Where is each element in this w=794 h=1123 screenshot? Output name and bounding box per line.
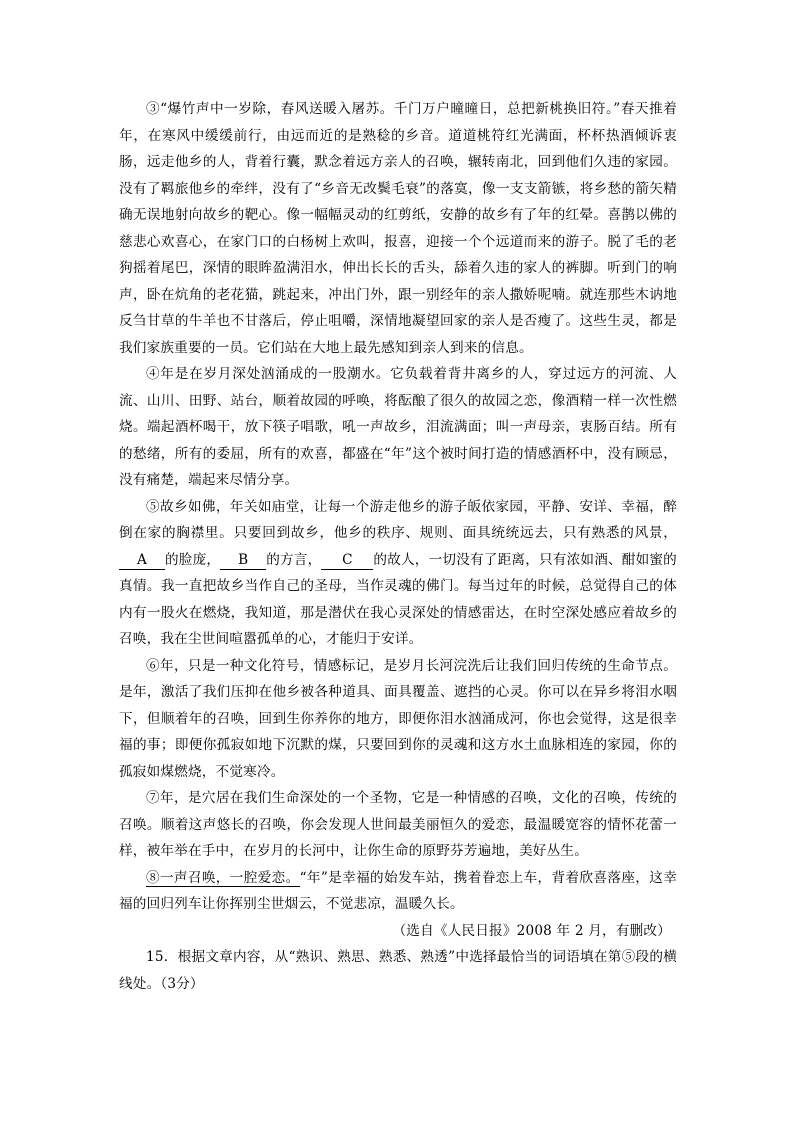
paragraph-5-mid-1: 的脸庞，: [165, 551, 221, 568]
blank-a: A: [119, 551, 165, 570]
paragraph-8-rest: “年”是幸福的始发车站，携着眷恋上车，背着欣喜落座，这幸福的回归列车让你挥别尘世烟云，不觉悲凉，温暖久长。: [119, 869, 677, 912]
paragraph-5-mid-2: 的方言，: [266, 551, 322, 568]
source-citation: （选自《人民日报》2008 年 2 月，有删改）: [392, 922, 671, 939]
article-body: [119, 96, 677, 997]
paragraph-8: [119, 865, 677, 918]
blank-b: B: [220, 551, 266, 570]
paragraph-3: ③“爆竹声中一岁除，春风送暖入屠苏。千门万户曈曈日，总把新桃换旧符。”春天推着年，在寒风中缓缓前行，由远而近的是熟稔的乡音。道道桃符红光满面，杯杯热酒倾诉衷肠，远走他乡的人，背着行囊，默念着远方亲人的召唤，辗转南北，回到他们久违的家园。没有了羁旅他乡的牵绊，没有了“乡音无改鬓毛衰”的落寞，像一支支箭镞，将乡愁的箭矢精确无误地射向故乡的靶心。像一幅幅灵动的红剪纸，安静的故乡有了年的红晕。喜鹊以佛的慈悲心欢喜心，在家门口的白杨树上欢叫，报喜，迎接一个个远道而来的游子。脱了毛的老狗摇着尾巴，深情的眼眸盈满泪水，伸出长长的舌头，舔着久违的家人的裤脚。听到门的响声，卧在炕角的老花猫，跳起来，冲出门外，跟一别经年的亲人撒娇呢喃。就连那些木讷地反刍甘草的牛羊也不甘落后，停止咀嚼，深情地凝望回家的亲人是否瘦了。这些生灵，都是我们家族重要的一员。它们站在大地上最先感知到亲人到来的信息。: [119, 101, 677, 356]
paragraph-8-underlined: ⑧一声召唤，一腔爱恋。: [146, 869, 300, 886]
paragraph-5-start: ⑤故乡如佛，年关如庙堂，让每一个游走他乡的游子皈依家园，平静、安详、幸福，醉倒在家的胸襟里。只要回到故乡，他乡的秩序、规则、面具统统远去，只有熟悉的风景，: [119, 498, 677, 541]
paragraph-5: [119, 494, 677, 653]
paragraph-7: ⑦年，是穴居在我们生命深处的一个圣物，它是一种情感的召唤，文化的召唤，传统的召唤。顺着这声悠长的召唤，你会发现人世间最美丽恒久的爱恋，最温暖宽容的情怀花蕾一样，被年举在手中，在岁月的长河中，让你生命的原野芬芳遍地，美好丛生。: [119, 790, 677, 859]
paragraph-6: ⑥年，只是一种文化符号，情感标记，是岁月长河浣洗后让我们回归传统的生命节点。是年，激活了我们压抑在他乡被各种道具、面具覆盖、遮挡的心灵。你可以在异乡将泪水咽下，但顺着年的召唤，回到生你养你的地方，即便你泪水汹涌成河，你也会觉得，这是很幸福的事；即便你孤寂如地下沉默的煤，只要回到你的灵魂和这方水土血脉相连的家园，你的孤寂如煤燃烧，不觉寒冷。: [119, 657, 677, 780]
paragraph-5-end: 的故人，一切没有了距离，只有浓如酒、酣如蜜的真情。我一直把故乡当作自己的圣母，当作灵魂的佛门。每当过年的时候，总觉得自己的体内有一股火在燃烧，我知道，那是潜伏在我心灵深处的情感雷达，在时空深处感应着故乡的召唤，我在尘世间喧嚣孤单的心，才能归于安详。: [119, 551, 677, 647]
blank-c: C: [321, 551, 373, 570]
paragraph-4: ④年是在岁月深处汹涌成的一股潮水。它负载着背井离乡的人，穿过远方的河流、人流、山川、田野、站台，顺着故园的呼唤，将酝酿了很久的故园之恋，像酒精一样一次性燃烧。端起酒杯喝干，放下筷子唱歌，吼一声故乡，泪流满面；叫一声母亲，衷肠百结。所有的愁绪，所有的委屈，所有的欢喜，都盛在“年”这个被时间打造的情感酒杯中，没有顾忌，没有痛楚，端起来尽情分享。: [119, 366, 677, 488]
question-15: 15．根据文章内容，从“熟识、熟思、熟悉、熟透”中选择最恰当的词语填在第⑤段的横线处。（3分）: [119, 949, 677, 992]
